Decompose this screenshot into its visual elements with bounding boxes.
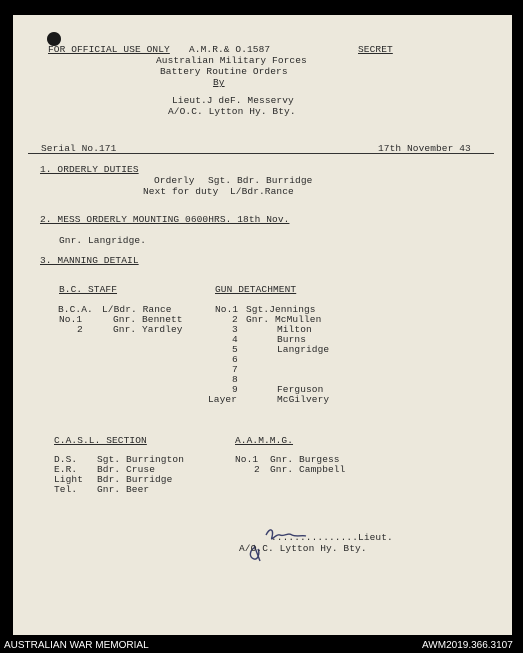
gun-name: Milton: [277, 324, 312, 335]
casl-heading: C.A.S.L. SECTION: [54, 435, 147, 446]
casl-name: Gnr. Beer: [97, 484, 150, 495]
signature-unit: A/O.C. Lytton Hy. Bty.: [239, 543, 367, 554]
gun-name: Gnr. McMullen: [246, 314, 322, 325]
classification-right: SECRET: [358, 44, 393, 55]
gun-name: Ferguson: [277, 384, 324, 395]
footer-accession-number: AWM2019.366.3107: [422, 640, 513, 651]
gun-pos: 9: [232, 384, 238, 395]
aamg-pos: 2: [254, 464, 260, 475]
header-line-2: Battery Routine Orders: [160, 66, 288, 77]
reference-number: A.M.R.& O.1587: [189, 44, 271, 55]
section-3-heading: 3. MANNING DETAIL: [40, 255, 139, 266]
casl-name: Bdr. Cruse: [97, 464, 156, 475]
casl-name: Bdr. Burridge: [97, 474, 173, 485]
gun-pos: Layer: [208, 394, 238, 405]
casl-name: Sgt. Burrington: [97, 454, 185, 465]
bc-staff-pos: 2: [77, 324, 83, 335]
gun-pos: No.1: [215, 304, 239, 315]
gun-pos: 8: [232, 374, 238, 385]
officer-name: Lieut.J deF. Messervy: [172, 95, 294, 106]
gun-pos: 2: [232, 314, 238, 325]
casl-pos: Tel.: [54, 484, 78, 495]
classification-left: FOR OFFICIAL USE ONLY: [48, 44, 170, 55]
bc-staff-name: Gnr. Bennett: [113, 314, 183, 325]
gun-pos: 6: [232, 354, 238, 365]
gun-name: Langridge: [277, 344, 330, 355]
bc-staff-name: Gnr. Yardley: [113, 324, 183, 335]
section-2-heading: 2. MESS ORDERLY MOUNTING 0600HRS. 18th Nov.: [40, 214, 290, 225]
signature-line: ...............Lieut.: [271, 532, 393, 543]
gun-pos: 5: [232, 344, 238, 355]
next-for-duty-label: Next for duty: [143, 186, 219, 197]
gun-name: McGilvery: [277, 394, 330, 405]
aamg-heading: A.A.M.M.G.: [235, 435, 294, 446]
casl-pos: Light: [54, 474, 84, 485]
gun-pos: 4: [232, 334, 238, 345]
gun-name: Burns: [277, 334, 307, 345]
gun-detachment-heading: GUN DETACHMENT: [215, 284, 297, 295]
header-by: By: [213, 77, 225, 88]
header-line-1: Australian Military Forces: [156, 55, 307, 66]
gun-pos: 3: [232, 324, 238, 335]
casl-pos: D.S.: [54, 454, 78, 465]
bc-staff-name: L/Bdr. Rance: [102, 304, 172, 315]
bc-staff-pos: B.C.A.: [58, 304, 93, 315]
officer-unit: A/O.C. Lytton Hy. Bty.: [168, 106, 296, 117]
orderly-label: Orderly: [154, 175, 195, 186]
next-for-duty-value: L/Bdr.Rance: [230, 186, 294, 197]
gun-name: Sgt.Jennings: [246, 304, 316, 315]
aamg-name: Gnr. Campbell: [270, 464, 346, 475]
bc-staff-heading: B.C. STAFF: [59, 284, 118, 295]
orderly-value: Sgt. Bdr. Burridge: [208, 175, 313, 186]
footer-institution: AUSTRALIAN WAR MEMORIAL: [4, 640, 149, 651]
document-page: [13, 15, 512, 635]
aamg-name: Gnr. Burgess: [270, 454, 340, 465]
casl-pos: E.R.: [54, 464, 78, 475]
order-date: 17th November 43: [378, 143, 471, 154]
bc-staff-pos: No.1: [59, 314, 83, 325]
gun-pos: 7: [232, 364, 238, 375]
mess-orderly-name: Gnr. Langridge.: [59, 235, 147, 246]
header-divider: [28, 153, 494, 154]
section-1-heading: 1. ORDERLY DUTIES: [40, 164, 139, 175]
serial-number: Serial No.171: [41, 143, 117, 154]
aamg-pos: No.1: [235, 454, 259, 465]
